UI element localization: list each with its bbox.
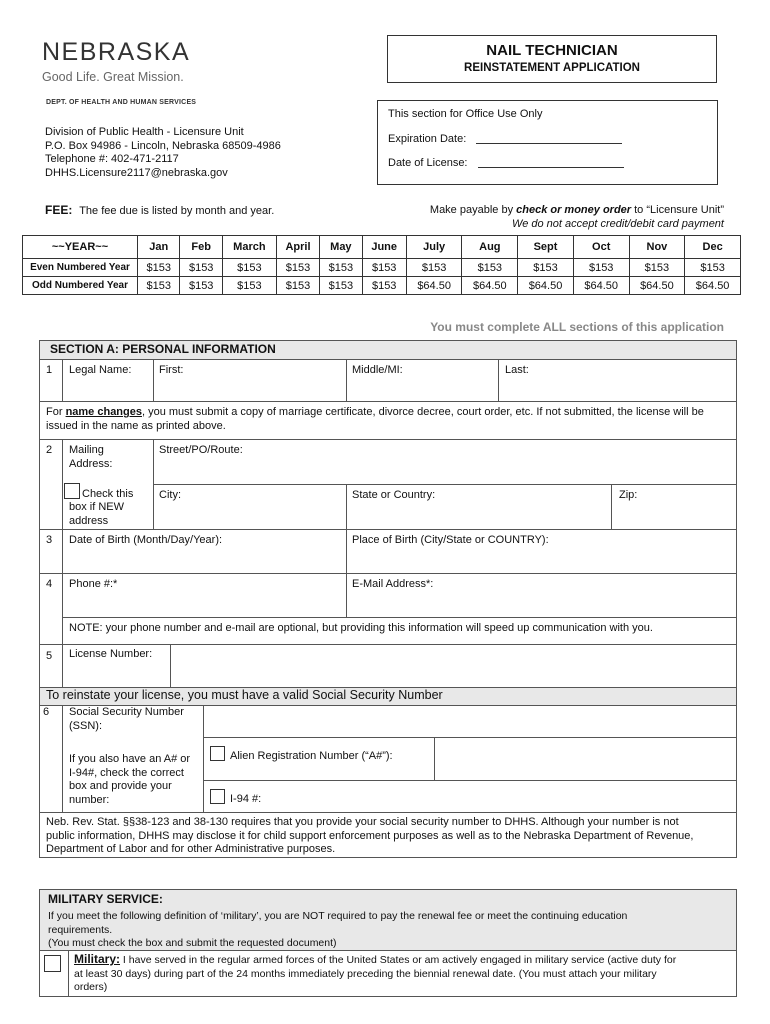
payable-suffix: to “Licensure Unit”: [631, 204, 724, 216]
fee-row-even: [23, 259, 741, 277]
row-number: 3: [46, 534, 53, 546]
logo-tagline: Good Life. Great Mission.: [42, 70, 184, 84]
fee-cell: $153: [518, 259, 574, 277]
form-title: NAIL TECHNICIAN: [486, 42, 618, 59]
statute-line: Neb. Rev. Stat. §§38-123 and 38-130 requires that you provide your social security number to DHHS. Although your number is not: [46, 816, 679, 828]
row-number: 1: [46, 364, 53, 376]
name-change-note: [46, 406, 734, 433]
address-line: DHHS.Licensure2117@nebraska.gov: [45, 166, 228, 179]
fee-cell: $64.50: [462, 277, 518, 295]
fee-cell: $153: [138, 259, 180, 277]
month-header: May: [320, 236, 362, 259]
alien-question-line: If you also have an A# or: [69, 753, 191, 765]
row-number: 6: [43, 706, 50, 718]
first-name-field[interactable]: First:: [159, 364, 184, 376]
fee-table: [22, 235, 741, 295]
alien-number-field[interactable]: [436, 739, 734, 778]
military-heading: MILITARY SERVICE:: [48, 892, 163, 906]
fee-cell: $153: [462, 259, 518, 277]
alien-checkbox[interactable]: [210, 746, 225, 761]
military-text-2: at least 30 days) during part of the 24 months immediately preceding the biennial renewal date. (You must attach your military: [74, 967, 657, 980]
no-cards-note: We do not accept credit/debit card payment: [512, 218, 724, 230]
fee-cell: $153: [320, 259, 362, 277]
fee-cell: $64.50: [406, 277, 462, 295]
form-subtitle: REINSTATEMENT APPLICATION: [464, 62, 640, 74]
new-address-label-2: [69, 501, 124, 528]
mailing-label-line: Mailing: [69, 444, 104, 456]
statute-line: public information, DHHS may disclose it for child support enforcement purposes as well as to the Nebraska Department of Revenue,: [46, 829, 694, 842]
name-change-rest: , you must submit a copy of marriage certificate, divorce decree, court order, etc. If not submitted, the license will be: [141, 406, 704, 418]
fee-cell: $153: [180, 277, 222, 295]
month-header: Nov: [629, 236, 685, 259]
fee-cell: $64.50: [685, 277, 741, 295]
logo-department: DEPT. OF HEALTH AND HUMAN SERVICES: [46, 99, 197, 106]
military-intro: [48, 910, 627, 951]
last-name-field[interactable]: Last:: [505, 364, 529, 376]
fee-cell: $153: [685, 259, 741, 277]
fee-cell: $153: [573, 259, 629, 277]
state-field[interactable]: State or Country:: [352, 489, 436, 501]
address-line: Telephone #: 402-471-2117: [45, 153, 179, 165]
month-header: Jan: [138, 236, 180, 259]
ssn-field[interactable]: [205, 707, 733, 735]
month-header: July: [406, 236, 462, 259]
month-header: April: [276, 236, 319, 259]
city-field[interactable]: City:: [159, 489, 181, 501]
fee-cell: $153: [222, 277, 276, 295]
new-address-line: box if NEW: [69, 501, 125, 513]
i94-checkbox[interactable]: [210, 789, 225, 804]
month-header: June: [362, 236, 406, 259]
mailing-label-line: Address:: [69, 457, 113, 470]
military-label: Military:: [74, 952, 121, 966]
month-header: Oct: [573, 236, 629, 259]
must-complete-note: You must complete ALL sections of this application: [430, 320, 724, 334]
name-change-line2: issued in the name as printed above.: [46, 419, 226, 432]
logo-wordmark: NEBRASKA: [42, 38, 191, 66]
military-checkbox[interactable]: [44, 955, 61, 972]
street-field[interactable]: Street/PO/Route:: [159, 444, 243, 456]
payable-note: [430, 203, 724, 231]
month-header: Feb: [180, 236, 222, 259]
new-address-line: address: [69, 514, 109, 527]
fee-cell: $153: [362, 277, 406, 295]
expiration-date-field: [476, 143, 622, 144]
license-date-row: [388, 157, 707, 169]
pob-field[interactable]: Place of Birth (City/State or COUNTRY):: [352, 534, 549, 546]
expiration-date-label: Expiration Date:: [388, 133, 467, 145]
new-address-checkbox[interactable]: [64, 483, 80, 499]
ssn-label-line: (SSN):: [69, 719, 102, 732]
payable-method: check or money order: [516, 204, 632, 216]
fee-table-corner: ~~YEAR~~: [23, 236, 138, 259]
fee-cell: $153: [320, 277, 362, 295]
payable-prefix: Make payable by: [429, 204, 517, 216]
alien-question-line: I-94#, check the correct: [69, 766, 184, 779]
name-change-bold: name changes: [65, 406, 142, 418]
name-change-pre: For: [46, 406, 66, 418]
row-number: 5: [46, 650, 53, 662]
fee-cell: $153: [629, 259, 685, 277]
military-definition: [74, 953, 734, 995]
fee-table-header: [23, 236, 741, 259]
address-line: P.O. Box 94986 - Lincoln, Nebraska 68509-4986: [45, 139, 281, 152]
fee-row-odd: [23, 277, 741, 295]
military-intro-line: If you meet the following definition of ‘military’, you are NOT required to pay the renewal fee or meet the continuing education: [48, 910, 628, 922]
email-field[interactable]: E-Mail Address*:: [352, 578, 434, 590]
fee-cell: $153: [180, 259, 222, 277]
month-header: Dec: [685, 236, 741, 259]
phone-field[interactable]: Phone #:*: [69, 578, 118, 590]
row-label: Odd Numbered Year: [23, 277, 138, 295]
i94-label: I-94 #:: [230, 793, 262, 805]
fee-cell: $153: [222, 259, 276, 277]
row-number: 2: [46, 444, 53, 456]
military-text-3: orders): [74, 981, 108, 993]
alien-registration-label: Alien Registration Number (“A#”):: [230, 750, 393, 762]
ssn-label-line: Social Security Number: [69, 706, 184, 718]
fee-cell: $153: [362, 259, 406, 277]
month-header: March: [222, 236, 276, 259]
military-intro-line: (You must check the box and submit the requested document): [48, 937, 337, 949]
fee-cell: $64.50: [629, 277, 685, 295]
address-line: Division of Public Health - Licensure Unit: [45, 126, 244, 138]
fee-cell: $153: [138, 277, 180, 295]
military-text-1: I have served in the regular armed forces of the United States or am actively engaged in military service (active duty for: [120, 954, 677, 966]
dob-field[interactable]: Date of Birth (Month/Day/Year):: [69, 534, 223, 546]
mailing-address-label: [69, 444, 112, 471]
fee-cell: $153: [406, 259, 462, 277]
license-date-label: Date of License:: [388, 157, 468, 169]
contact-note: NOTE: your phone number and e-mail are optional, but providing this information will speed up communication with you.: [69, 622, 653, 634]
new-address-label-1: Check this: [82, 488, 134, 500]
license-number-field[interactable]: [172, 646, 732, 684]
license-number-label: License Number:: [69, 648, 153, 660]
office-use-heading: This section for Office Use Only: [388, 108, 543, 120]
row-number: 4: [46, 578, 53, 590]
row-label: Even Numbered Year: [23, 259, 138, 277]
month-header: Aug: [462, 236, 518, 259]
month-header: Sept: [518, 236, 574, 259]
office-use-box: [377, 100, 718, 185]
expiration-date-row: [388, 133, 707, 145]
agency-address: [45, 126, 281, 180]
alien-question-line: box and provide your: [69, 780, 172, 792]
alien-question: [69, 753, 190, 807]
ssn-banner-text: To reinstate your license, you must have a valid Social Security Number: [46, 688, 443, 702]
fee-cell: $153: [276, 277, 319, 295]
statute-line: Department of Labor and for other Administrative purposes.: [46, 843, 336, 855]
fee-cell: $153: [276, 259, 319, 277]
zip-field[interactable]: Zip:: [619, 489, 638, 501]
fee-note: [45, 203, 274, 217]
fee-cell: $64.50: [518, 277, 574, 295]
section-a-title: SECTION A: PERSONAL INFORMATION: [50, 342, 276, 356]
license-date-field: [478, 167, 624, 168]
fee-cell: $64.50: [573, 277, 629, 295]
military-intro-line: requirements.: [48, 923, 113, 936]
statute-note: [46, 816, 734, 857]
alien-question-line: number:: [69, 793, 110, 806]
legal-name-label: Legal Name:: [69, 364, 132, 376]
middle-name-field[interactable]: Middle/MI:: [352, 364, 403, 376]
title-box: [387, 35, 717, 83]
fee-text: The fee due is listed by month and year.: [79, 205, 275, 217]
ssn-label: [69, 706, 184, 733]
fee-label: FEE:: [45, 203, 73, 217]
